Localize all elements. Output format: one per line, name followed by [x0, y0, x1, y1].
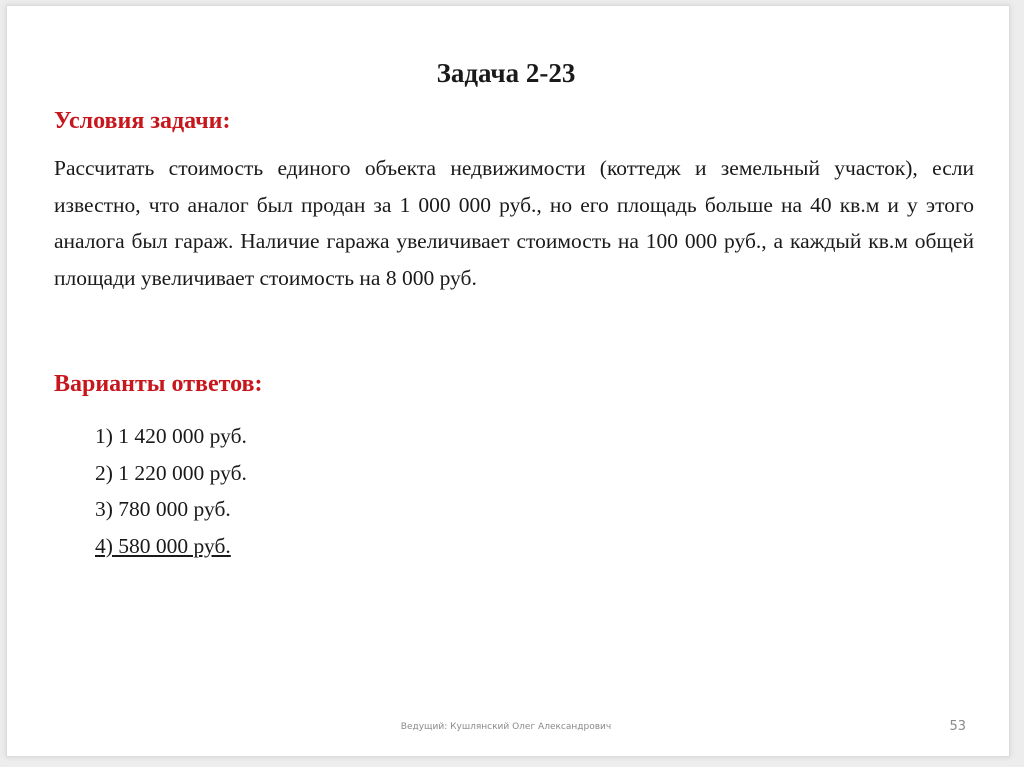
answers-heading: Варианты ответов: — [54, 371, 263, 397]
answer-option-1: 1) 1 420 000 руб. — [95, 424, 247, 448]
answer-option-2: 2) 1 220 000 руб. — [95, 460, 247, 485]
answers-list — [95, 418, 247, 564]
conditions-heading: Условия задачи: — [54, 108, 231, 134]
answer-option-3: 3) 780 000 руб. — [95, 497, 231, 521]
footer-presenter: Ведущий: Кушлянский Олег Александрович — [400, 722, 612, 732]
page-number: 53 — [949, 719, 966, 734]
problem-text: Рассчитать стоимость единого объекта недвижимости (коттедж и земельный участок), если известно, что аналог был продан за 1 000 000 руб., но его площадь больше на 40 кв.м и у этого аналога был гараж. Наличие гаража увеличивает стоимость на 100 000 руб., а каждый кв.м общей площади увеличивает стоимость на 8 000 руб. — [54, 156, 974, 290]
slide-title: Задача 2-23 — [436, 58, 576, 88]
answer-option-4-correct: 4) 580 000 руб. — [95, 533, 231, 558]
